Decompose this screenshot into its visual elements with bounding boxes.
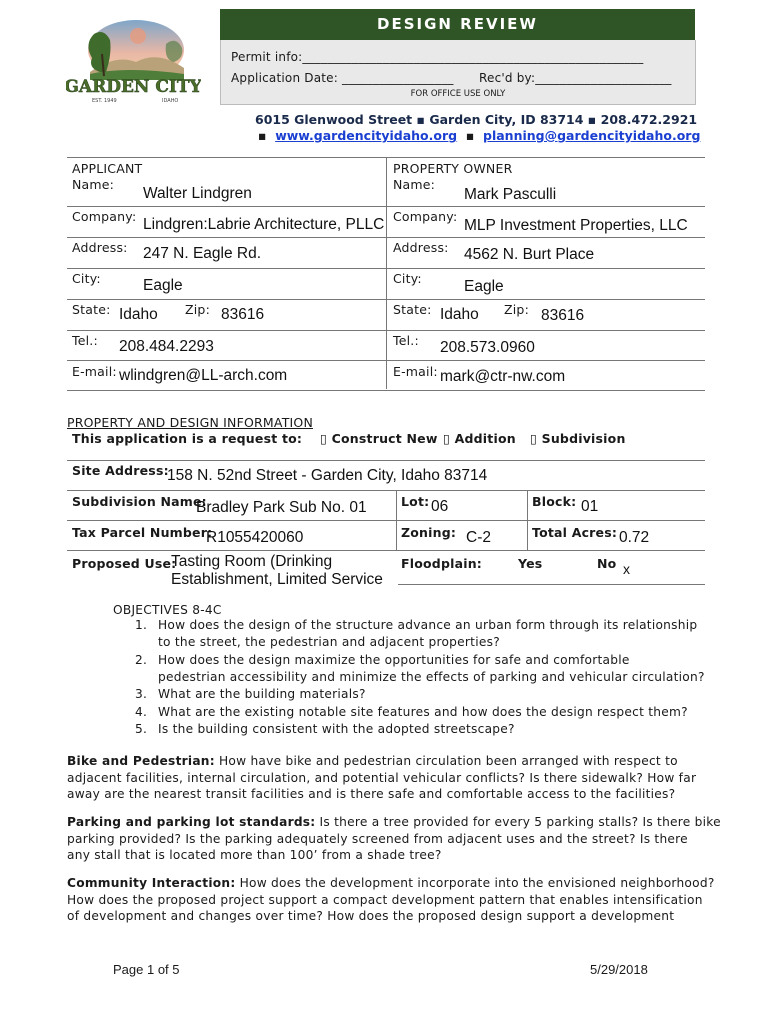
applicant-address-field[interactable]: 247 N. Eagle Rd. bbox=[143, 245, 262, 262]
applicant-email-label: E-mail: bbox=[72, 364, 117, 379]
applicant-heading: APPLICANT bbox=[72, 161, 143, 176]
floodplain-label: Floodplain: bbox=[401, 556, 482, 571]
objective-text-1: How does the design of the structure advance an urban form through its relationship bbox=[158, 618, 698, 632]
owner-address-label: Address: bbox=[393, 240, 449, 255]
form-title-bar bbox=[220, 9, 695, 40]
recd-by-field[interactable]: Rec'd by:______________________ bbox=[479, 71, 672, 85]
office-use-note: FOR OFFICE USE ONLY bbox=[410, 89, 506, 99]
floodplain-no-mark: x bbox=[623, 561, 630, 577]
applicant-company-field[interactable]: Lindgren:Labrie Architecture, PLLC bbox=[143, 216, 385, 233]
lot-field[interactable]: 06 bbox=[431, 498, 449, 515]
applicant-name-label: Name: bbox=[72, 177, 115, 192]
objective-num: 3. bbox=[135, 687, 148, 701]
site-address-label: Site Address: bbox=[72, 463, 169, 478]
revision-date: 5/29/2018 bbox=[590, 962, 648, 977]
website-link[interactable]: www.gardencityidaho.org bbox=[275, 128, 458, 143]
subdivision-name-field[interactable]: Bradley Park Sub No. 01 bbox=[196, 499, 367, 516]
owner-state-label: State: bbox=[393, 302, 432, 317]
proposed-use-line-2: Establishment, Limited Service bbox=[171, 571, 383, 588]
proposed-use-field[interactable] bbox=[171, 553, 383, 589]
proposed-use-label: Proposed Use: bbox=[72, 556, 177, 571]
objective-text-2: to the street, the pedestrian and adjacent properties? bbox=[158, 634, 500, 649]
office-use-box bbox=[220, 40, 696, 105]
owner-tel-label: Tel.: bbox=[393, 333, 419, 348]
objective-num: 2. bbox=[135, 653, 148, 667]
bullet-2: ▪ bbox=[465, 128, 475, 143]
owner-zip-field[interactable]: 83616 bbox=[541, 307, 585, 324]
objective-num: 1. bbox=[135, 618, 148, 632]
form-title: DESIGN REVIEW bbox=[377, 15, 538, 33]
zoning-field[interactable]: C-2 bbox=[466, 529, 491, 546]
applicant-address-label: Address: bbox=[72, 240, 128, 255]
objective-text-2: pedestrian accessibility and minimize the effects of parking and vehicular circulation? bbox=[158, 669, 705, 684]
objective-text-1: What are the existing notable site features and how does the design respect them? bbox=[158, 704, 688, 719]
owner-name-field[interactable]: Mark Pasculli bbox=[464, 186, 557, 203]
community-text-3: of development and changes over time? How does the proposed design support a development bbox=[67, 909, 675, 923]
owner-zip-label: Zip: bbox=[504, 302, 529, 317]
property-heading: PROPERTY AND DESIGN INFORMATION bbox=[67, 415, 314, 430]
parking-section bbox=[67, 814, 727, 864]
lot-label: Lot: bbox=[401, 494, 430, 509]
owner-city-field[interactable]: Eagle bbox=[464, 278, 504, 295]
floodplain-yes[interactable]: Yes bbox=[518, 556, 543, 571]
permit-info-field[interactable]: Permit info:_______________________________________________________ bbox=[231, 50, 644, 64]
applicant-city-label: City: bbox=[72, 271, 101, 286]
owner-name-label: Name: bbox=[393, 177, 436, 192]
subdivision-checkbox[interactable]: ▯ Subdivision bbox=[530, 431, 626, 446]
community-section bbox=[67, 875, 727, 925]
objective-item bbox=[135, 704, 735, 721]
bike-text-3: away are the nearest transit facilities and is there safe and comfortable access to the facilities? bbox=[67, 787, 676, 801]
request-label: This application is a request to: bbox=[72, 431, 303, 446]
owner-company-field[interactable]: MLP Investment Properties, LLC bbox=[464, 217, 688, 234]
contact-links bbox=[258, 128, 700, 143]
objective-text-1: Is the building consistent with the adopted streetscape? bbox=[158, 722, 515, 736]
owner-state-field[interactable]: Idaho bbox=[440, 306, 479, 323]
owner-address-field[interactable]: 4562 N. Burt Place bbox=[464, 246, 595, 263]
objective-num: 5. bbox=[135, 722, 148, 736]
parking-text-2: parking provided? Is the parking adequately screened from adjacent uses and the street? Is there bbox=[67, 831, 688, 846]
applicant-name-field[interactable]: Walter Lindgren bbox=[143, 185, 252, 202]
parking-text-3: any stall that is located more than 100’ from a shade tree? bbox=[67, 848, 442, 862]
applicant-zip-label: Zip: bbox=[185, 302, 210, 317]
objective-text-1: What are the building materials? bbox=[158, 687, 366, 701]
total-acres-label: Total Acres: bbox=[532, 525, 618, 540]
city-address: 6015 Glenwood Street ▪ Garden City, ID 83714 ▪ 208.472.2921 bbox=[255, 112, 698, 127]
applicant-email-field[interactable]: wlindgren@LL-arch.com bbox=[119, 367, 288, 384]
construct-new-checkbox[interactable]: ▯ Construct New bbox=[320, 431, 438, 446]
owner-tel-field[interactable]: 208.573.0960 bbox=[440, 339, 535, 356]
objective-item bbox=[135, 617, 735, 650]
owner-city-label: City: bbox=[393, 271, 422, 286]
objectives-heading: OBJECTIVES 8-4C bbox=[113, 603, 222, 617]
floodplain-no[interactable]: No bbox=[597, 556, 617, 571]
parking-text-1: Is there a tree provided for every 5 parking stalls? Is there bike bbox=[315, 815, 721, 829]
bike-text-1: How have bike and pedestrian circulation been arranged with respect to bbox=[214, 754, 678, 768]
svg-text:IDAHO: IDAHO bbox=[162, 98, 179, 104]
site-address-field[interactable]: 158 N. 52nd Street - Garden City, Idaho 83714 bbox=[167, 467, 488, 484]
parking-title: Parking and parking lot standards: bbox=[67, 815, 316, 829]
applicant-city-field[interactable]: Eagle bbox=[143, 277, 183, 294]
objective-item bbox=[135, 721, 735, 738]
total-acres-field[interactable]: 0.72 bbox=[619, 529, 650, 546]
community-title: Community Interaction: bbox=[67, 876, 236, 890]
tax-parcel-field[interactable]: R1055420060 bbox=[206, 529, 304, 546]
objective-item bbox=[135, 686, 735, 703]
svg-text:GARDEN CITY: GARDEN CITY bbox=[66, 77, 201, 97]
zoning-label: Zoning: bbox=[401, 525, 457, 540]
owner-heading: PROPERTY OWNER bbox=[393, 161, 513, 176]
community-text-1: How does the development incorporate into the envisioned neighborhood? bbox=[235, 876, 715, 890]
owner-email-label: E-mail: bbox=[393, 364, 438, 379]
applicant-state-label: State: bbox=[72, 302, 111, 317]
objective-num: 4. bbox=[135, 704, 148, 719]
applicant-tel-label: Tel.: bbox=[72, 333, 98, 348]
objectives-list bbox=[135, 617, 735, 738]
email-link[interactable]: planning@gardencityidaho.org bbox=[483, 128, 701, 143]
bike-title: Bike and Pedestrian: bbox=[67, 754, 215, 768]
block-label: Block: bbox=[532, 494, 577, 509]
owner-email-field[interactable]: mark@ctr-nw.com bbox=[440, 368, 566, 385]
bullet-1: ▪ bbox=[258, 128, 267, 143]
applicant-company-label: Company: bbox=[72, 209, 137, 224]
subdivision-name-label: Subdivision Name: bbox=[72, 494, 207, 509]
bike-pedestrian-section bbox=[67, 753, 727, 803]
tax-parcel-label: Tax Parcel Number: bbox=[72, 525, 213, 540]
proposed-use-line-1: Tasting Room (Drinking bbox=[171, 553, 333, 570]
svg-text:EST. 1949: EST. 1949 bbox=[92, 98, 117, 104]
objective-text-1: How does the design maximize the opportunities for safe and comfortable bbox=[158, 653, 630, 667]
community-text-2: How does the proposed project support a compact development pattern that enables intensification bbox=[67, 892, 703, 907]
application-date-field[interactable]: Application Date: __________________ bbox=[231, 71, 454, 85]
block-field[interactable]: 01 bbox=[581, 498, 599, 515]
page-number: Page 1 of 5 bbox=[113, 962, 180, 977]
applicant-zip-field[interactable]: 83616 bbox=[221, 306, 265, 323]
owner-company-label: Company: bbox=[393, 209, 458, 224]
addition-checkbox[interactable]: ▯ Addition bbox=[443, 431, 516, 446]
applicant-tel-field[interactable]: 208.484.2293 bbox=[119, 338, 214, 355]
objective-item bbox=[135, 652, 735, 685]
applicant-state-field[interactable]: Idaho bbox=[119, 306, 158, 323]
bike-text-2: adjacent facilities, internal circulation, and potential vehicular conflicts? Is there sidewalk? How far bbox=[67, 770, 697, 785]
garden-city-logo bbox=[66, 14, 201, 104]
